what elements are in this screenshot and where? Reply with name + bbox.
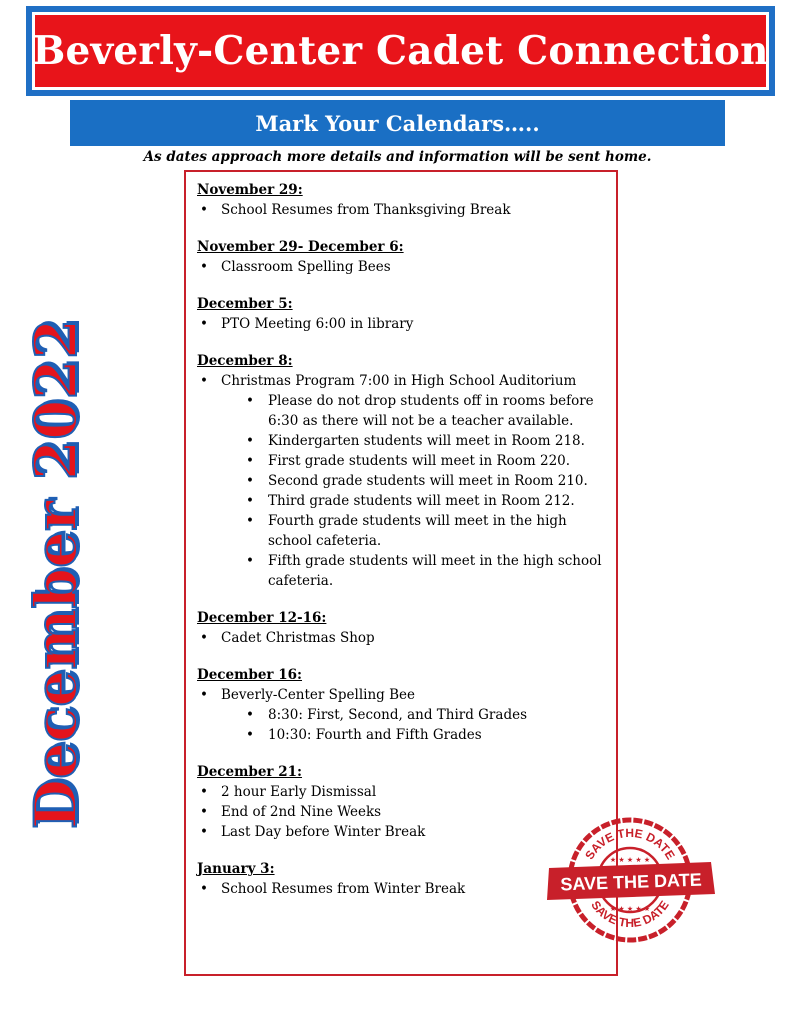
event-date: December 8:: [197, 353, 293, 369]
event-date: November 29- December 6:: [197, 239, 404, 255]
event-subitem-list: [221, 705, 606, 745]
event-item-list: [197, 314, 606, 334]
calendar-bar: [70, 100, 725, 146]
save-the-date-stamp: [545, 810, 715, 950]
event-block: [197, 665, 606, 745]
event-item: [221, 200, 606, 220]
event-item-text: End of 2nd Nine Weeks: [221, 804, 382, 820]
event-block: [197, 237, 606, 277]
stamp-star-row-top: ★ ★ ★ ★ ★: [609, 856, 651, 864]
event-item-text: PTO Meeting 6:00 in library: [221, 316, 414, 332]
event-subitem: • Fifth grade students will meet in the high school cafeteria.: [268, 551, 606, 591]
info-note: As dates approach more details and information will be sent home.: [143, 149, 652, 165]
event-subitem: • Second grade students will meet in Room 210.: [268, 471, 606, 491]
event-item-list: [197, 685, 606, 745]
event-date: December 16:: [197, 667, 303, 683]
stamp-star-row-bottom: ★ ★ ★ ★ ★: [609, 905, 651, 913]
event-date: December 21:: [197, 764, 303, 780]
event-date: November 29:: [197, 182, 303, 198]
event-item-text: School Resumes from Thanksgiving Break: [221, 202, 511, 218]
event-block: [197, 180, 606, 220]
event-item-list: [197, 257, 606, 277]
event-block: [197, 608, 606, 648]
event-date: January 3:: [197, 861, 275, 877]
event-item: [221, 257, 606, 277]
event-item-text: Christmas Program 7:00 in High School Auditorium: [221, 373, 577, 389]
event-subitem: • Please do not drop students off in rooms before 6:30 as there will not be a teacher available.: [268, 391, 606, 431]
event-subitem: • First grade students will meet in Room 220.: [268, 451, 606, 471]
event-item: [221, 628, 606, 648]
event-item-list: [197, 628, 606, 648]
event-date: December 12-16:: [197, 610, 327, 626]
event-block: [197, 294, 606, 334]
event-item-list: [197, 371, 606, 591]
event-subitem: • 8:30: First, Second, and Third Grades: [268, 705, 606, 725]
event-item: [221, 314, 606, 334]
header-banner-inner: [32, 12, 769, 90]
stamp-center-text: SAVE THE DATE: [560, 869, 702, 895]
event-item: [221, 685, 606, 745]
calendar-heading: Mark Your Calendars…..: [255, 110, 540, 136]
event-item-list: [197, 200, 606, 220]
newsletter-title: Beverly-Center Cadet Connection: [32, 28, 769, 74]
event-item-text: Cadet Christmas Shop: [221, 630, 375, 646]
event-subitem-list: [221, 391, 606, 591]
month-side-title: December 2022: [22, 318, 90, 830]
event-item: [221, 371, 606, 591]
event-subitem: • 10:30: Fourth and Fifth Grades: [268, 725, 606, 745]
event-subitem: • Fourth grade students will meet in the high school cafeteria.: [268, 511, 606, 551]
stamp-top-arc-text: SAVE THE DATE: [582, 825, 678, 862]
event-item-text: 2 hour Early Dismissal: [221, 784, 377, 800]
header-banner: [26, 6, 775, 96]
event-item-text: Beverly-Center Spelling Bee: [221, 687, 416, 703]
event-subitem: • Third grade students will meet in Room 212.: [268, 491, 606, 511]
event-block: [197, 351, 606, 591]
event-item-text: Last Day before Winter Break: [221, 824, 426, 840]
event-item-text: Classroom Spelling Bees: [221, 259, 391, 275]
event-subitem: • Kindergarten students will meet in Room 218.: [268, 431, 606, 451]
event-item: [221, 782, 606, 802]
event-item-text: School Resumes from Winter Break: [221, 881, 466, 897]
stamp-bottom-arc-text: SAVE THE DATE: [588, 898, 672, 931]
event-date: December 5:: [197, 296, 293, 312]
